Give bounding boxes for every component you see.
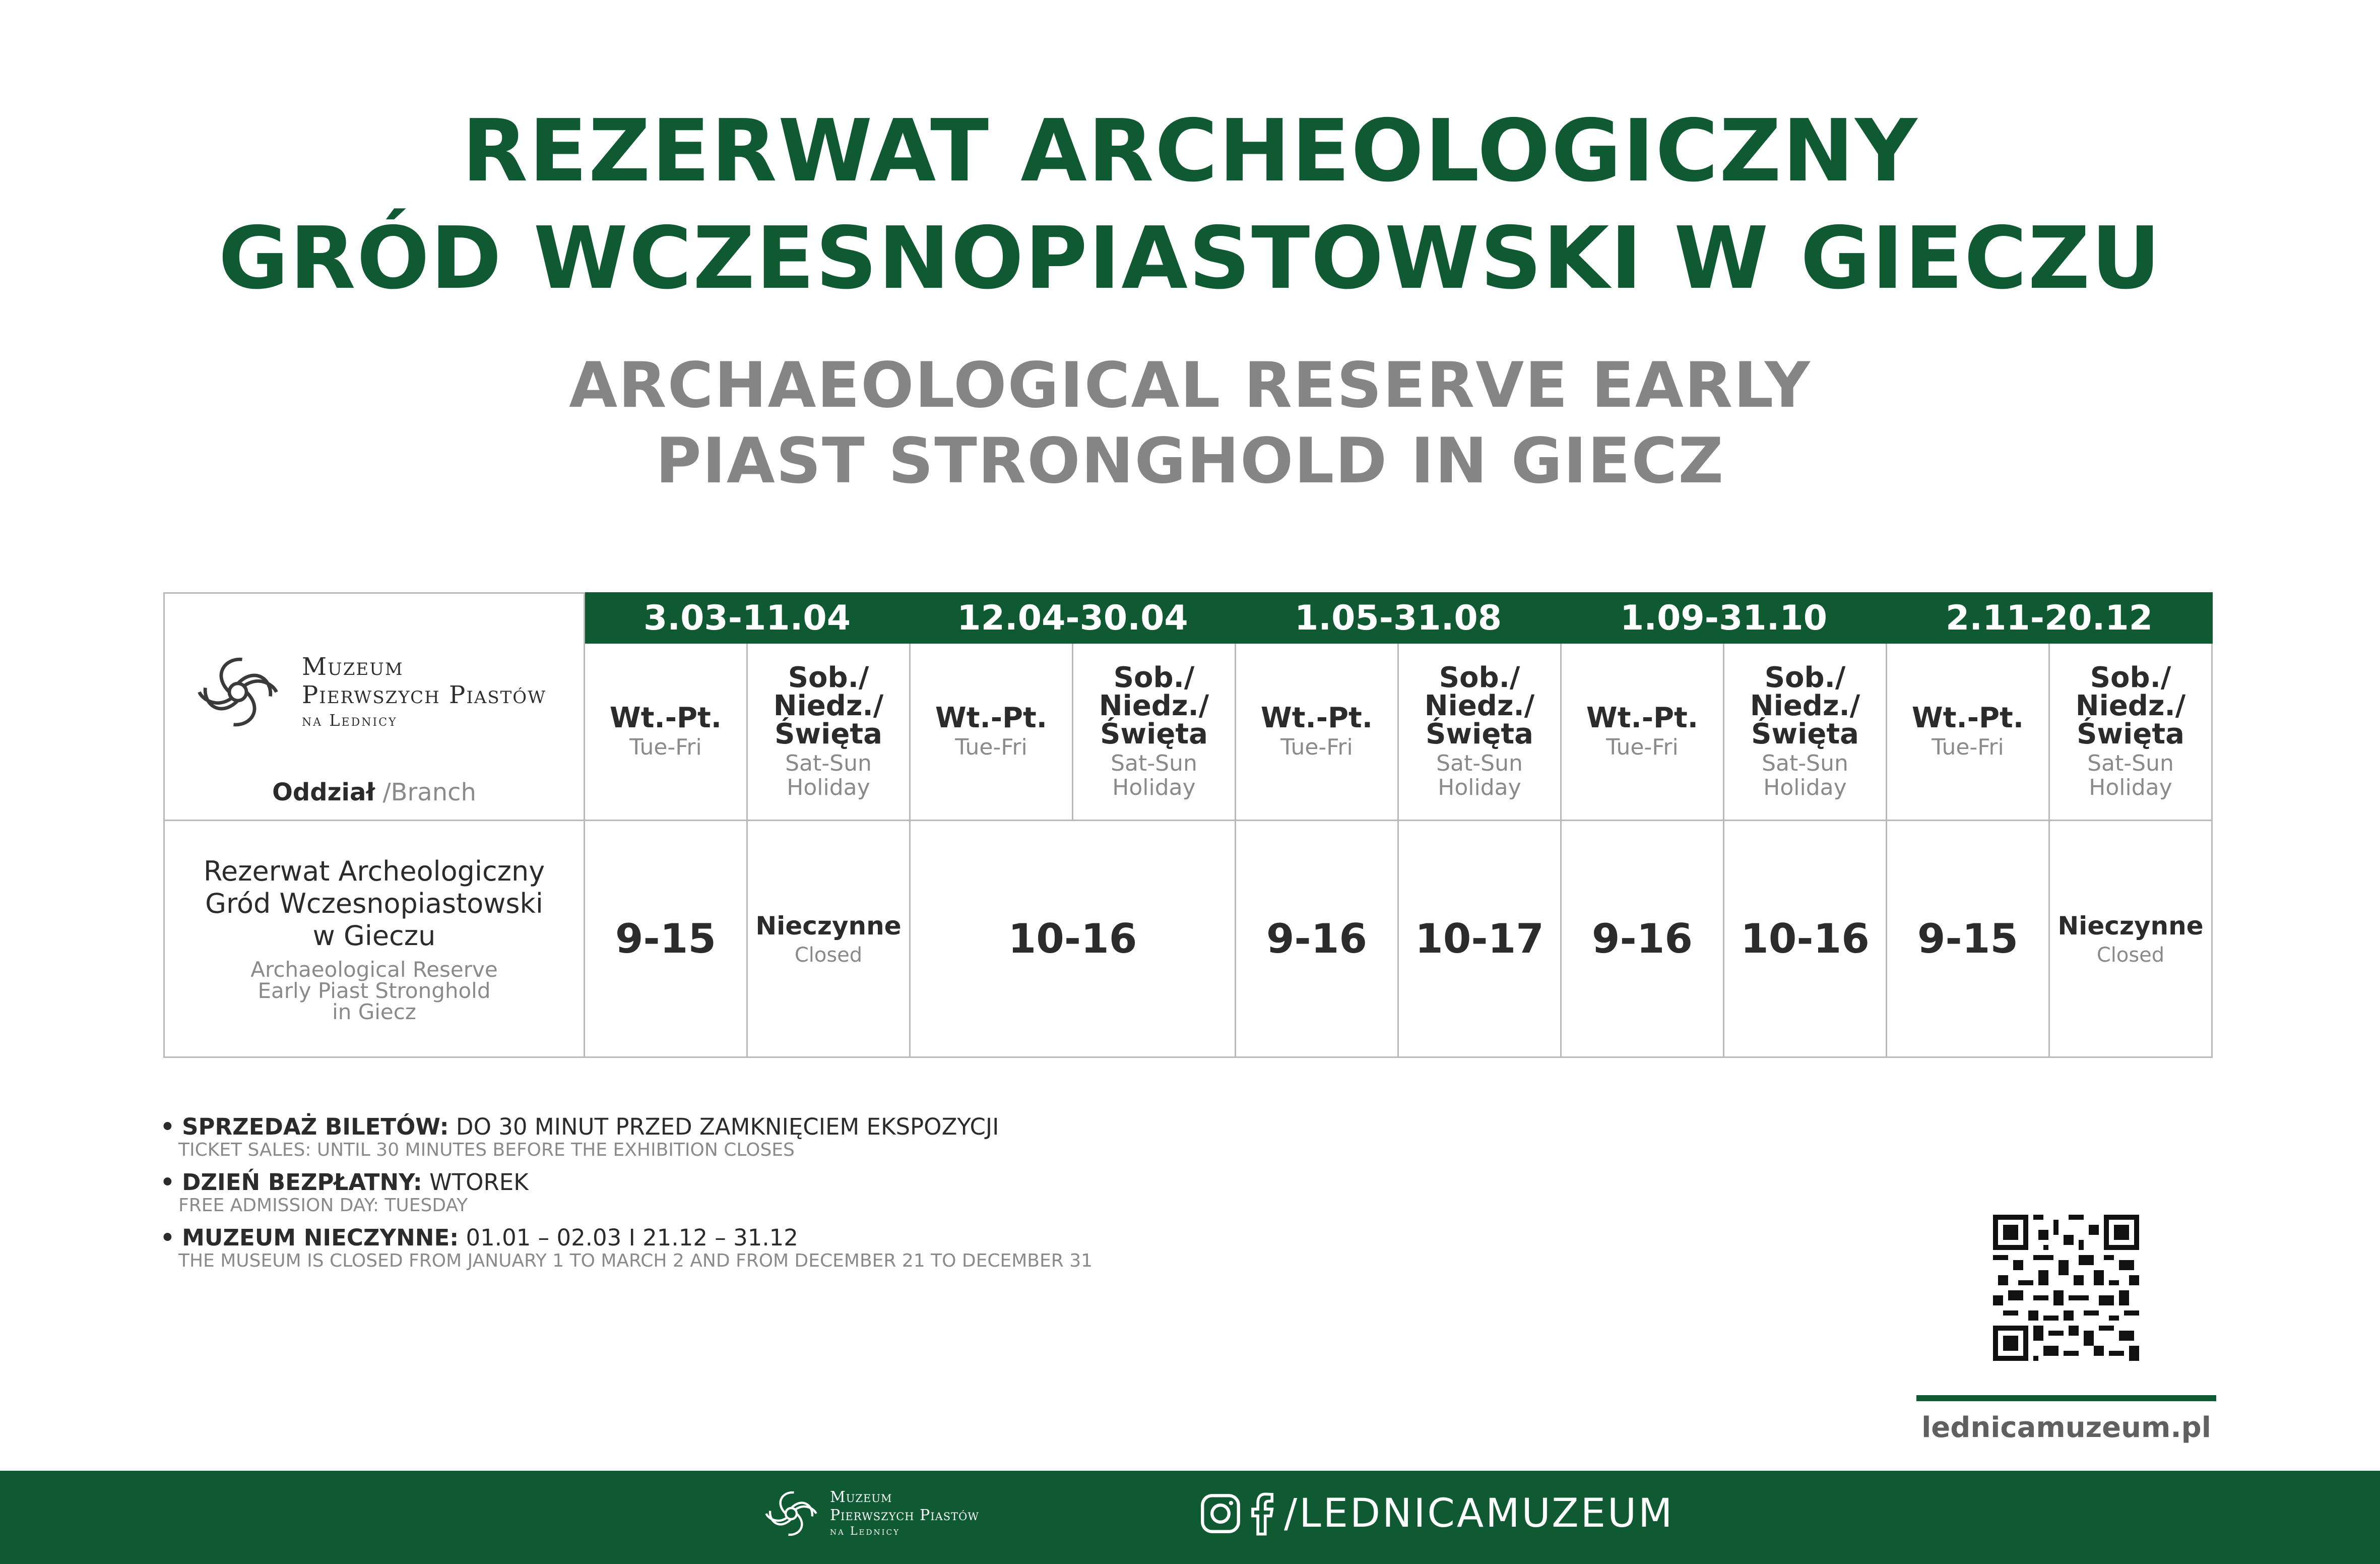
closed-label-pl: Nieczynne [2057,911,2204,941]
museum-logo [195,649,546,735]
note-translation: TICKET SALES: UNTIL 30 MINUTES BEFORE THE EXHIBITION CLOSES [178,1140,795,1160]
note-item [160,1114,1092,1160]
url-divider [1916,1395,2216,1401]
weekend-pl-3: Święta [2077,717,2184,750]
note-value: DO 30 MINUT PRZED ZAMKNIĘCIEM EKSPOZYCJI [448,1113,999,1140]
bullet: • [160,1113,175,1140]
branch-name-en-1: Archaeological Reserve [250,957,498,982]
branch-label-en: /Branch [375,778,476,806]
title-pl-line-2: GRÓD WCZESNOPIASTOWSKI W GIECZU [218,209,2162,308]
spiral-sun-logo-icon [763,1486,819,1541]
weekend-pl-2: Niedz./ [2075,689,2186,722]
weekday-pl: Wt.-Pt. [1260,701,1373,734]
spiral-sun-logo-icon [195,649,281,735]
social-handle[interactable]: /LEDNICAMUZEUM [1284,1491,1675,1536]
weekend-header [1398,643,1561,821]
weekend-pl-3: Święta [1751,717,1859,750]
weekday-header [1236,643,1398,821]
note-item [160,1225,1092,1271]
weekend-pl-2: Niedz./ [1099,689,1209,722]
branch-name-pl-1: Rezerwat Archeologiczny [203,855,545,887]
closed-label-en: Closed [794,943,863,967]
note-value: WTOREK [422,1169,529,1196]
facebook-icon[interactable] [1247,1491,1277,1536]
weekday-pl: Wt.-Pt. [1911,701,2024,734]
footer-logo [763,1486,979,1541]
note-key: SPRZEDAŻ BILETÓW: [182,1113,449,1140]
title-en-line-2: PIAST STRONGHOLD IN GIECZ [655,425,1725,497]
note-value: 01.01 – 02.03 I 21.12 – 31.12 [459,1224,798,1251]
hours-cell: 10-16 [910,821,1236,1057]
website-link[interactable]: lednicamuzeum.pl [1921,1411,2211,1444]
hours-cell: 10-17 [1398,821,1561,1057]
weekend-header [1724,643,1887,821]
brand-line-1: Muzeum [302,653,404,681]
weekday-pl: Wt.-Pt. [935,701,1048,734]
weekend-header [1073,643,1236,821]
weekend-header [2049,643,2212,821]
weekend-pl-1: Sob./ [1113,661,1195,694]
closed-label-pl: Nieczynne [755,911,902,941]
hours-cell: 10-16 [1724,821,1887,1057]
branch-hours-row [164,821,2212,1057]
note-key: MUZEUM NIECZYNNE: [182,1224,459,1251]
closed-label-en: Closed [2096,943,2165,967]
weekday-en: Tue-Fri [629,734,702,760]
opening-hours-table [163,592,2213,1058]
note-key: DZIEŃ BEZPŁATNY: [182,1169,422,1196]
title-en-line-1: ARCHAEOLOGICAL RESERVE EARLY [569,349,1811,422]
footer-bar [0,1471,2380,1564]
weekend-header [747,643,910,821]
weekend-pl-2: Niedz./ [1750,689,1860,722]
weekend-pl-2: Niedz./ [773,689,884,722]
branch-name-en-2: Early Piast Stronghold [258,978,491,1003]
branch-column-label [165,778,584,806]
brand-line-3: na Lednicy [302,711,398,730]
period-header: 1.09-31.10 [1561,593,1887,643]
period-header-row [164,593,2212,643]
footer-brand-line-1: Muzeum [830,1488,892,1506]
title-pl-line-1: REZERWAT ARCHEOLOGICZNY [462,101,1918,201]
weekday-header [1887,643,2049,821]
qr-code-icon[interactable] [1993,1215,2139,1361]
weekday-pl: Wt.-Pt. [609,701,722,734]
period-header: 3.03-11.04 [585,593,910,643]
brand-line-2: Pierwszych Piastów [302,681,547,709]
instagram-icon[interactable] [1199,1492,1242,1535]
weekend-pl-1: Sob./ [1439,661,1520,694]
weekend-en-2: Holiday [1112,774,1196,800]
note-translation: FREE ADMISSION DAY: TUESDAY [178,1195,468,1216]
weekend-en-2: Holiday [787,774,870,800]
hours-cell: 9-15 [585,821,747,1057]
notes-list [160,1114,1092,1280]
bullet: • [160,1169,175,1196]
weekday-en: Tue-Fri [1606,734,1679,760]
weekday-header [1561,643,1724,821]
footer-brand-line-3: na Lednicy [830,1525,900,1538]
weekend-pl-2: Niedz./ [1424,689,1535,722]
weekday-header [910,643,1073,821]
weekend-en-1: Sat-Sun [1111,750,1197,776]
hours-cell: 9-16 [1561,821,1724,1057]
branch-name-pl-2: Gród Wczesnopiastowski [205,887,543,919]
weekend-pl-1: Sob./ [2090,661,2171,694]
weekend-en-2: Holiday [1438,774,1521,800]
weekday-header [585,643,747,821]
branch-name-pl-3: w Gieczu [312,919,436,952]
weekend-pl-3: Święta [1100,717,1208,750]
weekend-pl-1: Sob./ [788,661,869,694]
hours-cell-closed [747,821,910,1057]
weekend-en-1: Sat-Sun [1762,750,1848,776]
period-header: 12.04-30.04 [910,593,1236,643]
hours-cell-closed [2049,821,2212,1057]
weekday-en: Tue-Fri [1932,734,2004,760]
weekend-en-1: Sat-Sun [2087,750,2174,776]
branch-label-pl: Oddział [272,778,375,806]
weekend-en-1: Sat-Sun [785,750,872,776]
hours-cell: 9-16 [1236,821,1398,1057]
weekend-pl-3: Święta [775,717,882,750]
brand-cell [164,593,585,821]
period-header: 1.05-31.08 [1236,593,1561,643]
weekend-pl-1: Sob./ [1764,661,1846,694]
branch-name-cell [164,821,585,1057]
weekend-en-2: Holiday [1763,774,1847,800]
weekday-en: Tue-Fri [955,734,1027,760]
weekday-en: Tue-Fri [1280,734,1353,760]
period-header: 2.11-20.12 [1887,593,2212,643]
weekend-en-2: Holiday [2089,774,2172,800]
footer-brand-line-2: Pierwszych Piastów [830,1507,979,1524]
hours-cell: 9-15 [1887,821,2049,1057]
social-links [1199,1491,1674,1536]
note-translation: THE MUSEUM IS CLOSED FROM JANUARY 1 TO MARCH 2 AND FROM DECEMBER 21 TO DECEMBER 31 [178,1250,1093,1271]
note-item [160,1169,1092,1216]
weekday-pl: Wt.-Pt. [1586,701,1699,734]
weekend-en-1: Sat-Sun [1436,750,1523,776]
branch-name-en-3: in Giecz [332,999,416,1024]
weekend-pl-3: Święta [1426,717,1533,750]
bullet: • [160,1224,175,1251]
